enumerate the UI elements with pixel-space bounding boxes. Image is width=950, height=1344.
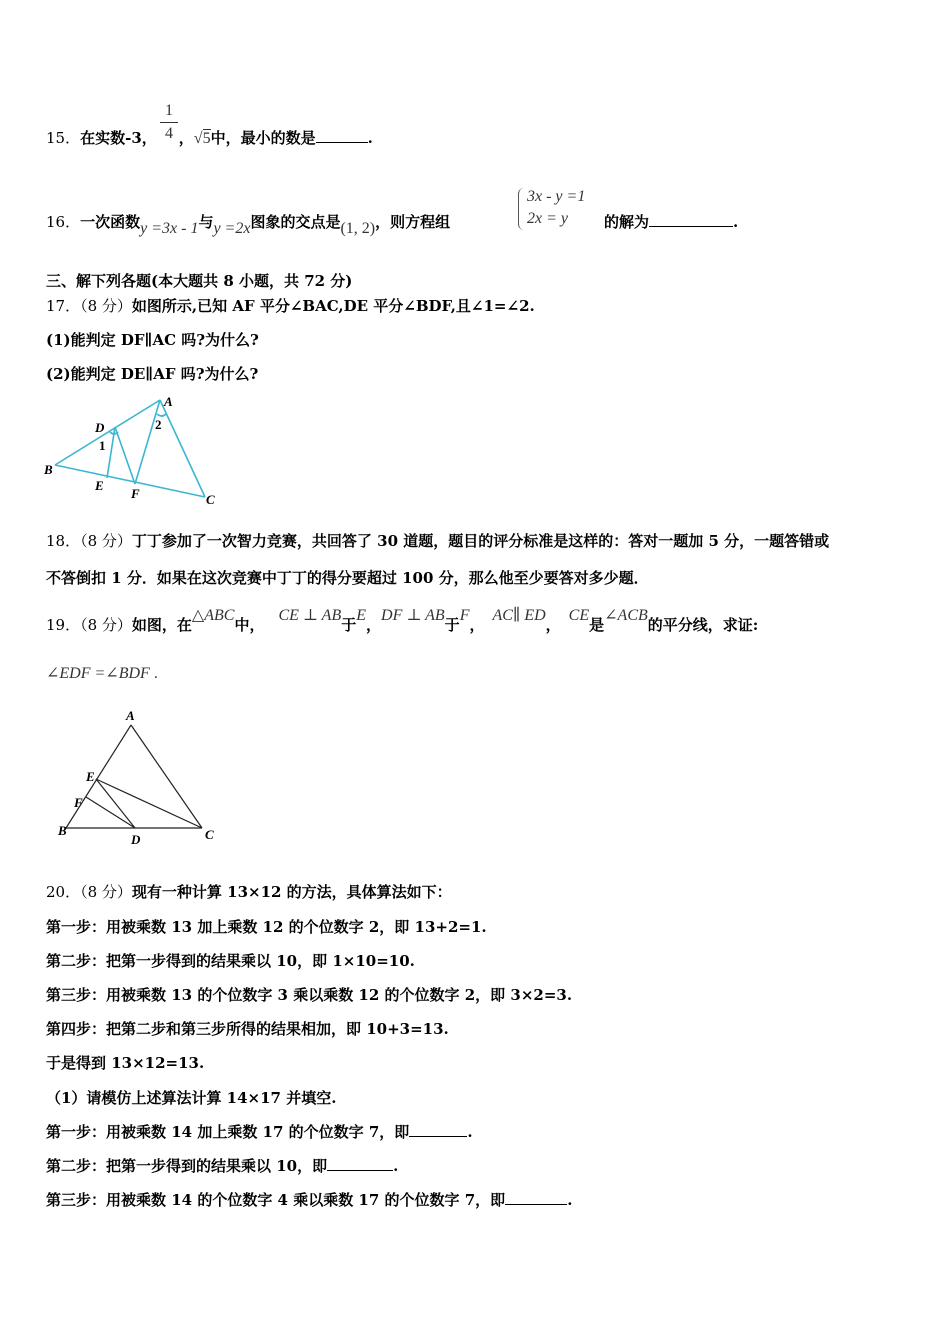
question-20-part1: （1）请模仿上述算法计算 14×17 并填空.	[46, 1089, 337, 1107]
question-19-proof: ∠EDF =∠BDF .	[46, 665, 158, 682]
fill-step-1: 第一步：用被乘数 14 加上乘数 17 的个位数字 7，即 .	[46, 1123, 473, 1141]
fraction-denominator: 4	[165, 125, 173, 142]
fraction-numerator: 1	[165, 102, 173, 119]
question-20: 20．（8 分）现有一种计算 13×12 的方法，具体算法如下：	[46, 883, 452, 901]
figure-19	[50, 702, 230, 852]
label-B: B	[58, 823, 67, 838]
question-17: 17．（8 分）如图所示,已知 AF 平分∠BAC,DE 平分∠BDF,且∠1=∠2.	[46, 297, 535, 315]
question-16: 16．一次函数y =3x - 1与y =2x图象的交点是(1, 2)，则方程组	[46, 213, 451, 237]
label-B: B	[44, 462, 53, 477]
question-16-answer: 的解为 .	[604, 213, 739, 231]
step-3: 第三步：用被乘数 13 的个位数字 3 乘以乘数 12 的个位数字 2，即 3×2=3.	[46, 986, 573, 1004]
label-C: C	[205, 827, 214, 842]
label-D: D	[95, 420, 105, 435]
question-18-line2: 不答倒扣 1 分．如果在这次竞赛中丁丁的得分要超过 100 分，那么他至少要答对多少题．	[46, 569, 649, 587]
sqrt-five: √5	[193, 130, 211, 147]
label-E: E	[95, 478, 104, 493]
label-C: C	[206, 492, 215, 507]
fill-step-2: 第二步：把第一步得到的结果乘以 10，即 .	[46, 1157, 399, 1175]
answer-blank[interactable]	[327, 1156, 393, 1171]
label-F: F	[74, 795, 83, 810]
step-2: 第二步：把第一步得到的结果乘以 10，即 1×10=10.	[46, 952, 415, 970]
question-17-part2: (2)能判定 DE∥AF 吗?为什么?	[46, 365, 259, 383]
fill-step-3: 第三步：用被乘数 14 的个位数字 4 乘以乘数 17 的个位数字 7，即 .	[46, 1191, 573, 1209]
question-18: 18．（8 分）丁丁参加了一次智力竞赛，共回答了 30 道题，题目的评分标准是这样的：答对一题加 5 分，一题答错或	[46, 532, 830, 550]
answer-blank[interactable]	[409, 1122, 467, 1137]
equation-system: 3x - y =1 2x = y	[518, 186, 585, 230]
question-15: 15．在实数-3， ，√5中，最小的数是 .	[46, 129, 373, 147]
answer-blank[interactable]	[316, 128, 368, 143]
label-D: D	[131, 832, 141, 847]
label-F: F	[131, 486, 140, 501]
answer-blank[interactable]	[505, 1190, 567, 1205]
figure-17	[40, 392, 230, 510]
question-19: 19．（8 分）如图，在△ABC中，CE ⊥ AB于E，DF ⊥ AB于F，AC∥ ED，CE是∠ACB的平分线，求证:	[46, 607, 759, 634]
step-4: 第四步：把第二步和第三步所得的结果相加，即 10+3=13.	[46, 1020, 449, 1038]
question-17-part1: (1)能判定 DF∥AC 吗?为什么?	[46, 331, 259, 349]
label-angle-1: 1	[99, 438, 106, 453]
label-angle-2: 2	[155, 417, 162, 432]
result-line: 于是得到 13×12=13.	[46, 1054, 205, 1072]
section-heading: 三、解下列各题(本大题共 8 小题，共 72 分)	[46, 272, 353, 290]
label-A: A	[126, 708, 135, 723]
step-1: 第一步：用被乘数 13 加上乘数 12 的个位数字 2，即 13+2=1.	[46, 918, 487, 936]
label-A: A	[164, 394, 173, 409]
label-E: E	[86, 769, 95, 784]
answer-blank[interactable]	[649, 212, 733, 227]
